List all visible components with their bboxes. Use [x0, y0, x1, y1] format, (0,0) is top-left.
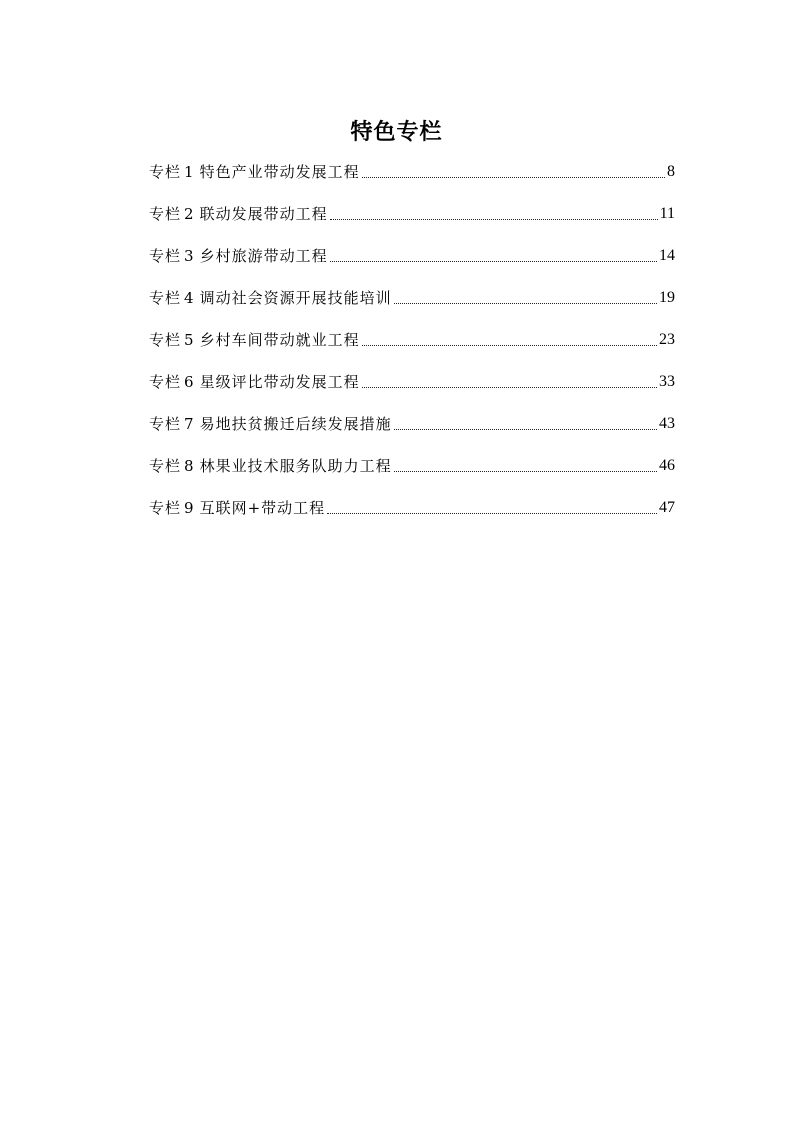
- toc-entry-label: [149, 204, 328, 224]
- toc-entry-title: 调动社会资源开展技能培训: [199, 289, 392, 307]
- toc-entry-label: [149, 372, 360, 392]
- toc-entry-number: 4: [184, 289, 194, 307]
- toc-entry-prefix: 专栏: [149, 163, 182, 181]
- toc-entry-8[interactable]: [149, 434, 675, 476]
- toc-entry-6[interactable]: [149, 350, 675, 392]
- toc-entry-number: 2: [184, 205, 194, 223]
- toc-page-number: 19: [659, 289, 675, 306]
- toc-entry-number: 6: [184, 373, 194, 391]
- table-of-contents: [149, 140, 675, 518]
- toc-dot-leader: [327, 513, 657, 514]
- toc-entry-title: 特色产业带动发展工程: [199, 163, 360, 181]
- toc-entry-label: [149, 330, 360, 350]
- toc-entry-number: 8: [184, 457, 194, 475]
- toc-entry-label: [149, 246, 328, 266]
- toc-entry-label: [149, 162, 360, 182]
- toc-page-number: 14: [659, 247, 675, 264]
- toc-entry-prefix: 专栏: [149, 205, 182, 223]
- toc-dot-leader: [362, 177, 665, 178]
- toc-entry-number: 9: [184, 499, 194, 517]
- toc-dot-leader: [330, 261, 657, 262]
- toc-entry-label: [149, 456, 392, 476]
- toc-entry-prefix: 专栏: [149, 415, 182, 433]
- toc-page-number: 11: [659, 205, 675, 222]
- toc-page-number: 33: [659, 373, 675, 390]
- toc-entry-title: 星级评比带动发展工程: [199, 373, 360, 391]
- toc-entry-7[interactable]: [149, 392, 675, 434]
- toc-entry-number: 7: [184, 415, 194, 433]
- toc-dot-leader: [394, 303, 657, 304]
- toc-entry-prefix: 专栏: [149, 457, 182, 475]
- toc-entry-1[interactable]: [149, 140, 675, 182]
- toc-entry-title: 乡村车间带动就业工程: [199, 331, 360, 349]
- toc-entry-number: 1: [184, 163, 194, 181]
- toc-entry-9[interactable]: [149, 476, 675, 518]
- toc-page-number: 47: [659, 499, 675, 516]
- toc-entry-prefix: 专栏: [149, 331, 182, 349]
- toc-entry-4[interactable]: [149, 266, 675, 308]
- toc-entry-number: 5: [184, 331, 194, 349]
- toc-entry-number: 3: [184, 247, 194, 265]
- toc-entry-prefix: 专栏: [149, 373, 182, 391]
- toc-page-number: 8: [667, 163, 675, 180]
- toc-dot-leader: [394, 471, 657, 472]
- toc-entry-2[interactable]: [149, 182, 675, 224]
- toc-entry-3[interactable]: [149, 224, 675, 266]
- toc-entry-title: 互联网+带动工程: [199, 499, 326, 517]
- toc-dot-leader: [362, 387, 657, 388]
- toc-page-number: 23: [659, 331, 675, 348]
- toc-entry-label: [149, 414, 392, 434]
- toc-entry-title: 林果业技术服务队助力工程: [199, 457, 392, 475]
- toc-dot-leader: [330, 219, 658, 220]
- toc-entry-label: [149, 498, 325, 518]
- toc-entry-title: 易地扶贫搬迁后续发展措施: [199, 415, 392, 433]
- toc-entry-prefix: 专栏: [149, 499, 182, 517]
- page-title: 特色专栏: [350, 119, 443, 145]
- toc-entry-5[interactable]: [149, 308, 675, 350]
- toc-dot-leader: [394, 429, 657, 430]
- toc-entry-prefix: 专栏: [149, 247, 182, 265]
- toc-entry-label: [149, 288, 392, 308]
- toc-page-number: 46: [659, 457, 675, 474]
- toc-entry-title: 乡村旅游带动工程: [199, 247, 328, 265]
- toc-dot-leader: [362, 345, 657, 346]
- toc-entry-prefix: 专栏: [149, 289, 182, 307]
- toc-entry-title: 联动发展带动工程: [199, 205, 328, 223]
- toc-page-number: 43: [659, 415, 675, 432]
